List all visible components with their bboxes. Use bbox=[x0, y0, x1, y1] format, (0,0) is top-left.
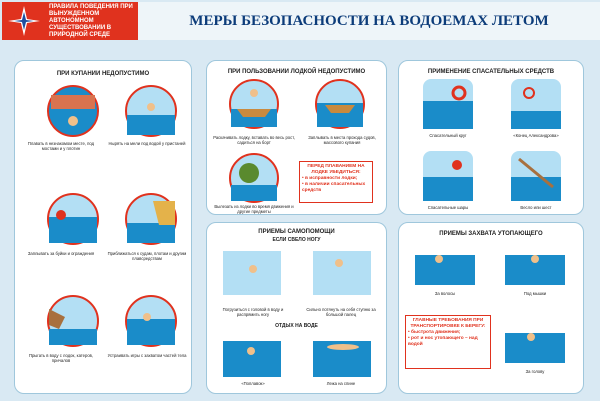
illustration-boat-stand bbox=[229, 79, 279, 129]
caption-3: За голову bbox=[525, 369, 545, 374]
illustration-jump bbox=[47, 295, 99, 347]
illustration-boat-exit bbox=[229, 153, 279, 203]
caption-2: Заплывать в места прохода судов, массового купания bbox=[308, 135, 376, 145]
illustration-dive bbox=[125, 85, 177, 137]
caption-3: Спасательные шары bbox=[427, 205, 469, 210]
illustration-oar bbox=[511, 151, 561, 201]
illustration-buoy bbox=[47, 193, 99, 245]
illustration-games bbox=[125, 295, 177, 347]
caption-1: Погрузиться с головой в воду и распрямить ногу bbox=[222, 307, 284, 317]
illustration-cramp-2 bbox=[313, 245, 371, 295]
emblem-logo bbox=[2, 2, 46, 40]
illustration-ship bbox=[125, 193, 177, 245]
panel-title: ПРИЕМЫ ЗАХВАТА УТОПАЮЩЕГО bbox=[439, 231, 543, 237]
caption-1: Плавать в незнакомом месте, под мостами и у плотин bbox=[27, 141, 95, 151]
illustration-back-float bbox=[313, 333, 371, 377]
panel-title: ПРИ ПОЛЬЗОВАНИИ ЛОДКОЙ НЕДОПУСТИМО bbox=[227, 69, 366, 75]
caption-2: Сильно потянуть на себя ступню за большой палец bbox=[306, 307, 376, 317]
caption-6: Устраивать игры с захватом частей тела bbox=[107, 353, 187, 358]
panel-title: ПРИ КУПАНИИ НЕДОПУСТИМО bbox=[56, 71, 150, 77]
panel-bathing bbox=[14, 60, 192, 394]
boat-notice bbox=[299, 161, 373, 203]
illustration-boat-traffic bbox=[315, 79, 365, 129]
transport-notice bbox=[405, 315, 491, 369]
caption-5: Прыгать в воду с лодок, катеров, причалов bbox=[28, 353, 94, 363]
caption-3: «Поплавок» bbox=[241, 381, 265, 386]
panel-subtitle: ЕСЛИ СВЕЛО НОГУ bbox=[272, 237, 321, 243]
caption-2: Нырять на мели под водой у пристаней bbox=[108, 141, 186, 146]
panel-title: ПРИМЕНЕНИЕ СПАСАТЕЛЬНЫХ СРЕДСТВ bbox=[427, 69, 555, 75]
panel-rescue-tools bbox=[398, 60, 584, 215]
caption-2: «Конец Александрова» bbox=[513, 133, 559, 138]
illustration-head-grip bbox=[505, 323, 565, 363]
illustration-cramp-1 bbox=[223, 245, 281, 295]
panel-self-help bbox=[206, 222, 387, 394]
notice-title: ПЕРЕД ПЛАВАНИЕМ НА ЛОДКЕ УБЕДИТЬСЯ: bbox=[307, 164, 365, 175]
caption-1: Раскачивать лодку, вставать во весь рост, садиться на борт bbox=[213, 135, 295, 145]
page-title: МЕРЫ БЕЗОПАСНОСТИ НА ВОДОЕМАХ ЛЕТОМ bbox=[138, 2, 600, 40]
notice-item-2: • в наличии спасательных средств bbox=[302, 182, 366, 193]
illustration-armpit-grip bbox=[505, 245, 565, 285]
illustration-hair-grip bbox=[415, 245, 475, 285]
notice-item-1: • быстрота движения; bbox=[408, 330, 461, 335]
caption-1: За волосы bbox=[434, 291, 456, 296]
caption-2: Под мышки bbox=[523, 291, 547, 296]
illustration-float bbox=[223, 333, 281, 377]
panel-rescue-grips bbox=[398, 222, 584, 394]
caption-4: Приближаться к судам, плотам и другим плавсредствам bbox=[107, 251, 187, 261]
caption-3: Вылезать из лодки во время движения и другие предметы bbox=[214, 204, 294, 214]
caption-4: Весло или шест bbox=[520, 205, 552, 210]
panel-boat bbox=[206, 60, 387, 215]
notice-item-2: • рот и нос утопающего – над водой bbox=[408, 336, 478, 347]
panel-title: ПРИЕМЫ САМОПОМОЩИ bbox=[258, 229, 335, 235]
caption-4: Лежа на спине bbox=[326, 381, 356, 386]
rules-badge: ПРАВИЛА ПОВЕДЕНИЯ ПРИ ВЫНУЖДЕННОМ АВТОНОМНОМ СУЩЕСТВОВАНИИ В ПРИРОДНОЙ СРЕДЕ bbox=[46, 2, 138, 40]
illustration-balls bbox=[423, 151, 473, 201]
caption-3: Заплывать за буйки и ограждения bbox=[27, 251, 95, 256]
illustration-bridge bbox=[47, 85, 99, 137]
caption-1: Спасательный круг bbox=[429, 133, 467, 138]
illustration-rope bbox=[511, 79, 561, 129]
notice-item-1: • в исправности лодки; bbox=[302, 176, 358, 181]
illustration-ring bbox=[423, 79, 473, 129]
notice-title: ГЛАВНЫЕ ТРЕБОВАНИЯ ПРИ ТРАНСПОРТИРОВКЕ К БЕРЕГУ: bbox=[410, 318, 486, 329]
panel-subtitle-rest: ОТДЫХ НА ВОДЕ bbox=[275, 323, 318, 329]
